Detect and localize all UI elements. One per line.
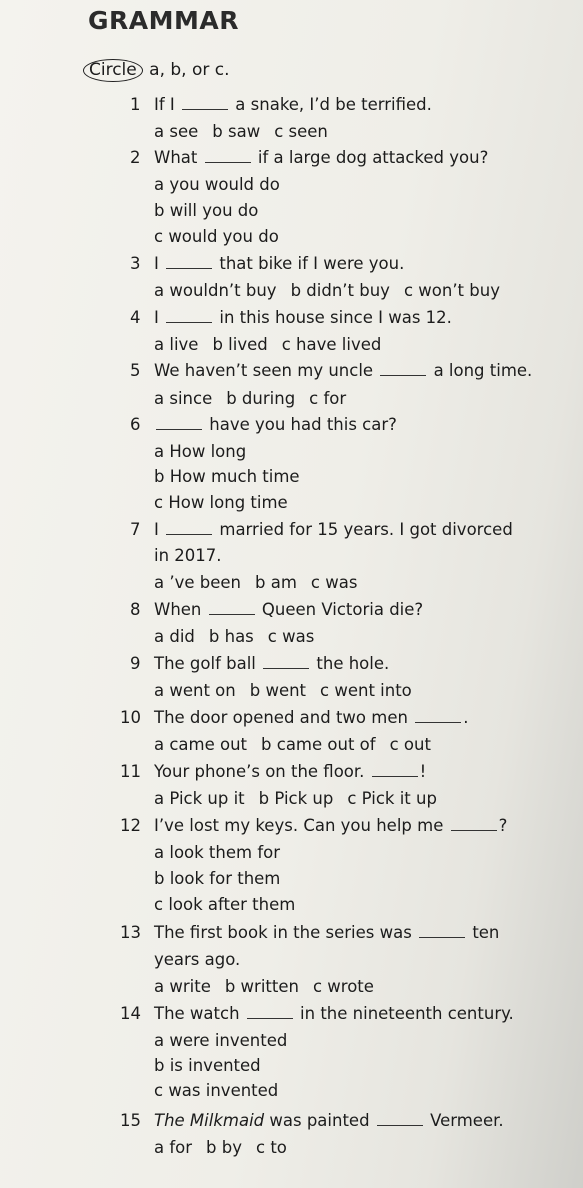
option-a[interactable]: a Pick up it (154, 789, 245, 808)
option-c[interactable]: c was (310, 573, 358, 592)
answer-blank[interactable] (415, 708, 461, 723)
instruction-rest: a, b, or c. (143, 60, 230, 80)
question-13 (120, 922, 499, 944)
option-c[interactable]: c was (267, 627, 315, 646)
option-b[interactable]: b look for them (154, 869, 281, 888)
question-number: 7 (130, 520, 141, 539)
question-8 (130, 599, 423, 621)
question-12 (120, 815, 507, 837)
answer-blank[interactable] (263, 654, 309, 669)
question-number: 6 (130, 415, 141, 434)
question-text-before: was painted (269, 1111, 370, 1130)
question-text-after: ten (472, 923, 500, 942)
option-a[interactable]: a came out (154, 735, 248, 754)
question-number: 3 (130, 254, 141, 273)
options-q1 (154, 121, 328, 143)
question-text-title: The Milkmaid (154, 1111, 265, 1130)
question-14 (120, 1003, 514, 1025)
circled-word: Circle (83, 59, 143, 82)
option-b[interactable]: b written (224, 977, 299, 996)
question-number: 11 (120, 762, 141, 781)
question-text-before: I’ve lost my keys. Can you help me (154, 816, 444, 835)
options-q3 (154, 280, 500, 302)
option-a[interactable]: a live (154, 335, 199, 354)
options-q7 (154, 572, 357, 594)
option-a[interactable]: a How long (154, 442, 247, 461)
question-4 (130, 307, 452, 329)
answer-blank[interactable] (156, 415, 202, 430)
option-a[interactable]: a since (154, 389, 213, 408)
option-b[interactable]: b by (206, 1138, 243, 1157)
option-c[interactable]: c was invented (154, 1081, 279, 1100)
options-q8 (154, 626, 314, 648)
answer-blank[interactable] (377, 1111, 423, 1126)
question-text-after: in this house since I was 12. (219, 308, 452, 327)
question-text-after: the hole. (316, 654, 390, 673)
question-text-after: have you had this car? (209, 415, 397, 434)
options-q4 (154, 334, 381, 356)
question-text-after: . (463, 708, 469, 727)
question-number: 4 (130, 308, 141, 327)
option-c[interactable]: c How long time (154, 493, 288, 512)
option-b[interactable]: b went (249, 681, 307, 700)
answer-blank[interactable] (166, 254, 212, 269)
option-b[interactable]: b saw (212, 122, 261, 141)
question-number: 15 (120, 1111, 141, 1130)
question-11 (120, 761, 426, 783)
question-text-after: ? (498, 816, 508, 835)
option-c[interactable]: c won’t buy (403, 281, 500, 300)
options-q15 (154, 1137, 287, 1159)
question-text-before: I (154, 254, 159, 273)
options-q10 (154, 734, 431, 756)
question-text-after: a snake, I’d be terrified. (235, 95, 432, 114)
question-1 (130, 94, 432, 116)
option-c[interactable]: c have lived (281, 335, 382, 354)
question-text-before: The golf ball (154, 654, 256, 673)
question-number: 8 (130, 600, 141, 619)
options-q9 (154, 680, 412, 702)
question-text-before: The first book in the series was (154, 923, 412, 942)
option-a[interactable]: a were invented (154, 1031, 288, 1050)
answer-blank[interactable] (372, 762, 418, 777)
question-6 (130, 414, 397, 436)
answer-blank[interactable] (166, 308, 212, 323)
option-b[interactable]: b didn’t buy (290, 281, 390, 300)
options-q13 (154, 976, 374, 998)
question-text-after: Queen Victoria die? (261, 600, 424, 619)
options-q11 (154, 788, 437, 810)
option-b[interactable]: b am (255, 573, 297, 592)
question-7 (130, 519, 513, 541)
question-text-before: The door opened and two men (154, 708, 408, 727)
question-2 (130, 147, 488, 169)
option-a[interactable]: a went on (154, 681, 236, 700)
option-c[interactable]: c look after them (154, 895, 296, 914)
option-c[interactable]: c to (256, 1138, 287, 1157)
option-a[interactable]: a did (154, 627, 195, 646)
option-c[interactable]: c went into (320, 681, 412, 700)
option-c[interactable]: c out (389, 735, 431, 754)
question-number: 2 (130, 148, 141, 167)
question-text-before: What (154, 148, 198, 167)
instruction (88, 58, 230, 82)
answer-blank[interactable] (419, 923, 465, 938)
option-b[interactable]: b lived (212, 335, 268, 354)
question-13-continuation: years ago. (154, 950, 241, 969)
question-number: 12 (120, 816, 141, 835)
option-a[interactable]: a write (154, 977, 211, 996)
question-number: 5 (130, 361, 141, 380)
options-q5 (154, 388, 346, 410)
question-text-after: in the nineteenth century. (300, 1004, 514, 1023)
question-15 (120, 1110, 504, 1132)
option-b[interactable]: b during (226, 389, 296, 408)
question-number: 9 (130, 654, 141, 673)
question-text-after: a long time. (433, 361, 533, 380)
question-text-before: Your phone’s on the floor. (154, 762, 365, 781)
option-c[interactable]: c wrote (312, 977, 374, 996)
question-text-after: if a large dog attacked you? (257, 148, 489, 167)
option-b[interactable]: b came out of (261, 735, 376, 754)
question-10 (120, 707, 468, 729)
answer-blank[interactable] (451, 816, 497, 831)
question-text-before: We haven’t seen my uncle (154, 361, 374, 380)
option-b[interactable]: b has (208, 627, 254, 646)
question-text-before: I (154, 520, 159, 539)
answer-blank[interactable] (182, 95, 228, 110)
option-a[interactable]: a you would do (154, 175, 280, 194)
question-text-before: The watch (154, 1004, 240, 1023)
option-b[interactable]: b will you do (154, 201, 259, 220)
question-5 (130, 360, 532, 382)
option-a[interactable]: a wouldn’t buy (154, 281, 277, 300)
option-a[interactable]: a look them for (154, 843, 281, 862)
question-text-after: Vermeer. (430, 1111, 504, 1130)
question-text-after: that bike if I were you. (219, 254, 405, 273)
question-number: 1 (130, 95, 141, 114)
question-text-after: married for 15 years. I got divorced (219, 520, 513, 539)
option-c[interactable]: c Pick it up (347, 789, 437, 808)
answer-blank[interactable] (247, 1004, 293, 1019)
option-c[interactable]: c would you do (154, 227, 279, 246)
question-text-after: ! (419, 762, 427, 781)
page-title: GRAMMAR (88, 6, 239, 35)
answer-blank[interactable] (166, 520, 212, 535)
question-7-continuation: in 2017. (154, 546, 222, 565)
answer-blank[interactable] (380, 361, 426, 376)
question-number: 14 (120, 1004, 141, 1023)
option-b[interactable]: b How much time (154, 467, 300, 486)
option-a[interactable]: a ’ve been (154, 573, 241, 592)
question-number: 13 (120, 923, 141, 942)
question-text-before: I (154, 308, 159, 327)
option-c[interactable]: c for (309, 389, 347, 408)
answer-blank[interactable] (209, 600, 255, 615)
option-b[interactable]: b Pick up (258, 789, 334, 808)
option-a[interactable]: a for (154, 1138, 193, 1157)
question-number: 10 (120, 708, 141, 727)
question-3 (130, 253, 404, 275)
option-b[interactable]: b is invented (154, 1056, 261, 1075)
option-a[interactable]: a see (154, 122, 199, 141)
question-9 (130, 653, 389, 675)
option-c[interactable]: c seen (274, 122, 328, 141)
answer-blank[interactable] (205, 148, 251, 163)
question-text-before: When (154, 600, 202, 619)
question-text-before: If I (154, 95, 175, 114)
